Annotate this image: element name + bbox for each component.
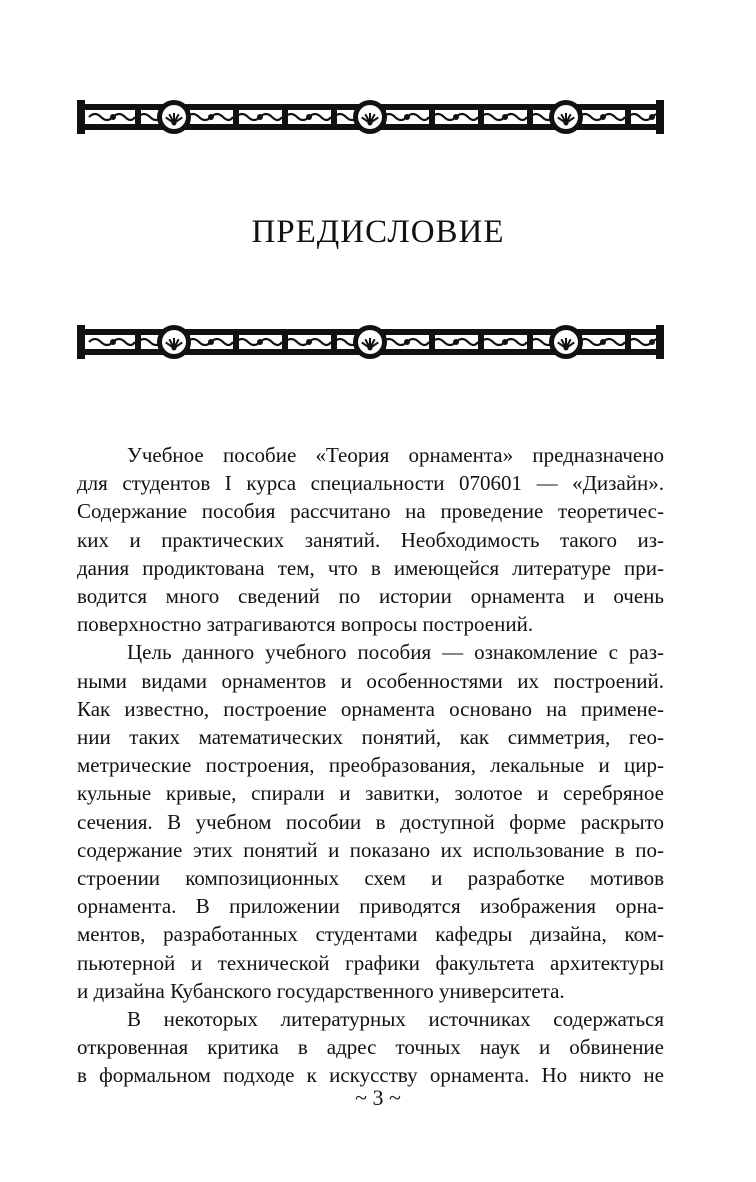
text-line: поверхностно затрагиваются вопросы построений. bbox=[77, 612, 534, 637]
page-number: ~ 3 ~ bbox=[355, 1085, 401, 1110]
text-line: и дизайна Кубанского государственного университета. bbox=[77, 978, 565, 1003]
text-line: ких и практических занятий. Необходимость такого из- bbox=[77, 527, 664, 552]
text-line: кульные кривые, спирали и завитки, золотое и серебряное bbox=[77, 781, 664, 806]
text-line: строении композиционных схем и разработке мотивов bbox=[77, 866, 664, 891]
ornamental-band-icon bbox=[77, 322, 664, 362]
text-line: дания продиктована тем, что в имеющейся литературе при- bbox=[77, 555, 664, 580]
text-line: ментов, разработанных студентами кафедры дизайна, ком- bbox=[77, 922, 664, 947]
ornamental-band-bottom bbox=[77, 322, 664, 362]
text-line: Как известно, построение орнамента основано на примене- bbox=[77, 696, 664, 721]
text-line: содержание этих понятий и показано их использование в по- bbox=[77, 837, 664, 862]
text-line: в формальном подходе к искусству орнамента. Но никто не bbox=[77, 1063, 664, 1088]
page-title: ПРЕДИСЛОВИЕ bbox=[251, 214, 505, 250]
preface-text bbox=[77, 441, 664, 1090]
text-line: для студентов I курса специальности 070601 — «Дизайн». bbox=[77, 471, 664, 496]
text-line: откровенная критика в адрес точных наук и обвинение bbox=[77, 1035, 664, 1060]
text-line: Цель данного учебного пособия — ознакомление с раз- bbox=[127, 640, 664, 665]
text-line: метрические построения, преобразования, лекальные и цир- bbox=[77, 753, 664, 778]
text-line: ными видами орнаментов и особенностями их построений. bbox=[77, 668, 664, 693]
text-line: В некоторых литературных источниках содержаться bbox=[127, 1007, 664, 1032]
text-line: Содержание пособия рассчитано на проведение теоретичес- bbox=[77, 499, 664, 524]
text-line: пьютерной и технической графики факультета архитектуры bbox=[77, 950, 664, 975]
ornamental-band-icon bbox=[77, 97, 664, 137]
text-line: нии таких математических понятий, как симметрия, гео- bbox=[77, 725, 664, 750]
ornamental-band-top bbox=[77, 97, 664, 137]
text-line: водится много сведений по истории орнамента и очень bbox=[77, 584, 664, 609]
text-line: орнамента. В приложении приводятся изображения орна- bbox=[77, 894, 664, 919]
text-line: Учебное пособие «Теория орнамента» предназначено bbox=[127, 443, 664, 467]
text-line: сечения. В учебном пособии в доступной форме раскрыто bbox=[77, 809, 664, 834]
